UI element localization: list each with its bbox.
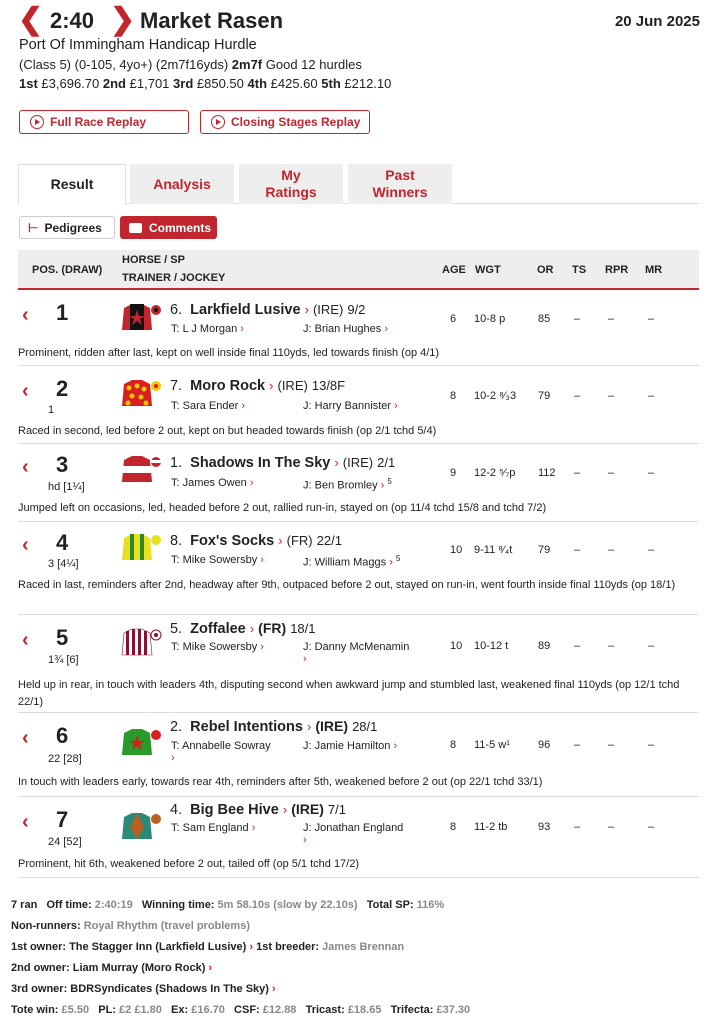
full-race-replay-button[interactable]: Full Race Replay xyxy=(19,110,189,134)
jockey-silks-icon xyxy=(118,300,162,336)
trainer-link[interactable]: T: Sam England › xyxy=(171,822,256,834)
race-header xyxy=(18,4,708,38)
horse-name[interactable]: 2. Rebel Intentions › (IRE) 28/1 xyxy=(170,718,378,735)
race-comment: Prominent, ridden after last, kept on well inside final 110yds, led towards finish (op 4/1) xyxy=(18,347,440,359)
expand-chevron-icon[interactable]: ‹ xyxy=(22,456,29,478)
next-race-chevron-icon[interactable]: ❯ xyxy=(110,3,136,36)
race-title: Port Of Immingham Handicap Hurdle xyxy=(19,37,257,53)
trainer-link[interactable]: T: Sara Ender › xyxy=(171,400,245,412)
jockey-link[interactable]: J: William Maggs › $^5$ xyxy=(303,554,401,569)
tab-result[interactable]: Result xyxy=(18,164,126,205)
jockey-silks-icon xyxy=(118,625,162,661)
tote-returns: Tote win: £5.50 PL: £2 £1.80 Ex: £16.70 CSF: £12.88 Tricast: £18.65 Trifecta: £37.30 xyxy=(11,1004,471,1016)
table-row: ‹ 3 hd [1¼] 1. Shadows In The Sky › (IRE) 2/1 T: James Owen › J: Ben Bromley › $^5$ 9 12-2 ⁵⁄₇p 112 – – – Jumped left on occasions, led, headed before 2 out, rallied run-in, stayed on (op 11/4 tchd 15/8 and tchd 7/2) xyxy=(18,446,699,522)
race-conditions: (Class 5) (0-105, 4yo+) (2m7f16yds) 2m7f Good 12 hurdles xyxy=(19,57,362,72)
tab-my-ratings[interactable]: My Ratings xyxy=(239,164,343,204)
third-owner[interactable]: 3rd owner: BDRSyndicates (Shadows In The Sky) › xyxy=(11,983,276,995)
jockey-silks-icon xyxy=(118,376,162,412)
trainer-link[interactable]: T: Annabelle Sowray › xyxy=(171,740,271,764)
closing-stages-replay-button[interactable]: Closing Stages Replay xyxy=(200,110,370,134)
expand-chevron-icon[interactable]: ‹ xyxy=(22,727,29,749)
jockey-silks-icon xyxy=(118,530,162,566)
race-summary: 7 ran Off time: 2:40:19 Winning time: 5m 58.10s (slow by 22.10s) Total SP: 116% xyxy=(11,899,445,911)
expand-chevron-icon[interactable]: ‹ xyxy=(22,380,29,402)
table-row: ‹ 6 22 [28] 2. Rebel Intentions › (IRE) 28/1 T: Annabelle Sowray › J: Jamie Hamilton › 8 11-5 w¹ 96 – – – In touch with leaders early, towards rear 4th, reminders after 5th, weakened before 2 out (op 22/1 tchd 33/1) xyxy=(18,715,699,797)
pedigrees-button[interactable]: ⊢ Pedigrees xyxy=(19,216,115,239)
race-comment: Held up in rear, in touch with leaders 4th, disputing second when awkward jump and stumbled last, weakened final 110yds (op 12/1 tchd 22/1) xyxy=(18,679,680,708)
table-row: ‹ 4 3 [4¼] 8. Fox's Socks › (FR) 22/1 T: Mike Sowersby › J: William Maggs › $^5$ 10 9-11 ⁸⁄₄t 79 – – – Raced in last, reminders after 2nd, headway after 9th, outpaced before 2 out, stayed on run-in, went fourth inside final 110yds (op 18/1) xyxy=(18,524,699,615)
prev-race-chevron-icon[interactable]: ❮ xyxy=(18,3,44,36)
race-comment: Jumped left on occasions, led, headed before 2 out, rallied run-in, stayed on (op 11/4 tchd 15/8 and tchd 7/2) xyxy=(18,502,547,514)
race-comment: In touch with leaders early, towards rear 4th, reminders after 5th, weakened before 2 out (op 22/1 tchd 33/1) xyxy=(18,776,543,788)
table-row: ‹ 5 1¾ [6] 5. Zoffalee › (FR) 18/1 T: Mike Sowersby › J: Danny McMenamin › 10 10-12 t 89 – – – Held up in rear, in touch with leaders 4th, disputing second when awkward jump and stumbled last, weakened final 110yds (op 12/1 tchd 22/1) xyxy=(18,617,699,713)
play-icon xyxy=(30,115,44,129)
race-comment: Raced in last, reminders after 2nd, headway after 9th, outpaced before 2 out, stayed on run-in, went fourth inside final 110yds (op 18/1) xyxy=(18,579,676,591)
comments-button[interactable]: Comments xyxy=(120,216,217,239)
results-table-header: POS. (DRAW) HORSE / SP TRAINER / JOCKEY AGE WGT OR TS RPR MR xyxy=(18,250,699,290)
venue-title: Market Rasen xyxy=(140,8,284,33)
trainer-link[interactable]: T: James Owen › xyxy=(171,477,254,489)
horse-name[interactable]: 8. Fox's Socks › (FR) 22/1 xyxy=(170,533,342,549)
table-row: ‹ 2 1 7. Moro Rock › (IRE) 13/8F T: Sara Ender › J: Harry Bannister › 8 10-2 ⁸⁄₃3 79 – – – Raced in second, led before 2 out, kept on but headed towards finish (op 2/1 tchd 5/4) xyxy=(18,368,699,444)
table-row: ‹ 7 24 [52] 4. Big Bee Hive › (IRE) 7/1 T: Sam England › J: Jonathan England › 8 11-2 tb 93 – – – Prominent, hit 6th, weakened before 2 out, tailed off (op 5/1 tchd 17/2) xyxy=(18,799,699,878)
horse-name[interactable]: 4. Big Bee Hive › (IRE) 7/1 xyxy=(170,801,346,818)
jockey-silks-icon xyxy=(118,452,162,488)
pedigree-icon: ⊢ xyxy=(28,220,39,235)
first-owner[interactable]: 1st owner: The Stagger Inn (Larkfield Lusive) › 1st breeder: James Brennan xyxy=(11,941,405,953)
result-tabs xyxy=(18,164,699,204)
jockey-silks-icon xyxy=(118,725,162,761)
race-comment: Raced in second, led before 2 out, kept on but headed towards finish (op 2/1 tchd 5/4) xyxy=(18,425,437,437)
trainer-link[interactable]: T: L J Morgan › xyxy=(171,323,244,335)
horse-name[interactable]: 5. Zoffalee › (FR) 18/1 xyxy=(170,620,316,637)
tab-past-winners[interactable]: Past Winners xyxy=(348,164,452,204)
expand-chevron-icon[interactable]: ‹ xyxy=(22,304,29,326)
race-date: 20 Jun 2025 xyxy=(614,13,700,30)
trainer-link[interactable]: T: Mike Sowersby › xyxy=(171,554,264,566)
second-owner[interactable]: 2nd owner: Liam Murray (Moro Rock) › xyxy=(11,962,213,974)
expand-chevron-icon[interactable]: ‹ xyxy=(22,811,29,833)
jockey-link[interactable]: J: Danny McMenamin › xyxy=(303,641,410,665)
expand-chevron-icon[interactable]: ‹ xyxy=(22,534,29,556)
jockey-link[interactable]: J: Jamie Hamilton › xyxy=(303,740,398,752)
horse-name[interactable]: 6. Larkfield Lusive › (IRE) 9/2 xyxy=(170,302,366,318)
non-runners: Non-runners: Royal Rhythm (travel problems) xyxy=(11,920,250,932)
comment-icon xyxy=(129,223,142,233)
prize-money: 1st £3,696.70 2nd £1,701 3rd £850.50 4th £425.60 5th £212.10 xyxy=(19,76,392,91)
trainer-link[interactable]: T: Mike Sowersby › xyxy=(171,641,264,653)
jockey-silks-icon xyxy=(118,809,162,845)
expand-chevron-icon[interactable]: ‹ xyxy=(22,629,29,651)
jockey-link[interactable]: J: Brian Hughes › xyxy=(303,323,388,335)
horse-name[interactable]: 1. Shadows In The Sky › (IRE) 2/1 xyxy=(170,455,396,471)
play-icon xyxy=(211,115,225,129)
tab-analysis[interactable]: Analysis xyxy=(130,164,234,204)
race-time: 2:40 xyxy=(50,8,95,33)
jockey-link[interactable]: J: Jonathan England › xyxy=(303,822,404,846)
table-row: ‹ 1 6. Larkfield Lusive › (IRE) 9/2 T: L J Morgan › J: Brian Hughes › 6 10-8 p 85 – – – Prominent, ridden after last, kept on well inside final 110yds, led towards finish (op 4/1) xyxy=(18,292,699,366)
race-comment: Prominent, hit 6th, weakened before 2 out, tailed off (op 5/1 tchd 17/2) xyxy=(18,858,360,870)
jockey-link[interactable]: J: Harry Bannister › xyxy=(303,400,398,412)
jockey-link[interactable]: J: Ben Bromley › $^5$ xyxy=(303,477,392,492)
horse-name[interactable]: 7. Moro Rock › (IRE) 13/8F xyxy=(170,378,346,394)
